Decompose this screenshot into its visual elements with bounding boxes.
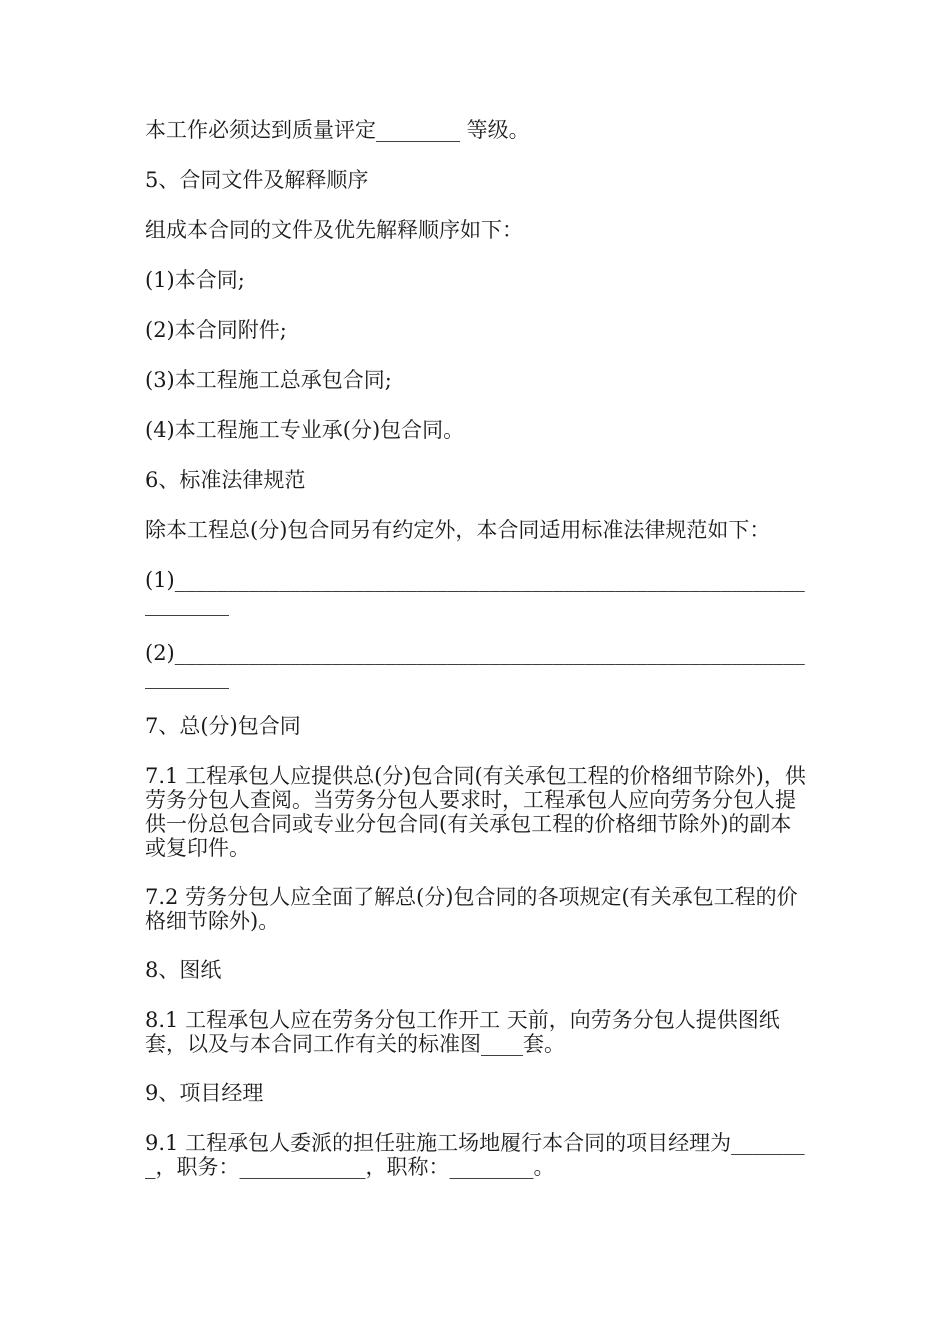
contract-documents-intro: 组成本合同的文件及优先解释顺序如下： (145, 218, 523, 242)
standard-item-1: (1)____________________________________________________________________ (145, 568, 805, 616)
document-page (145, 118, 810, 1204)
document-item-2: (2)本合同附件; (145, 318, 287, 342)
clause-7-2: 7.2 劳务分包人应全面了解总(分)包合同的各项规定(有关承包工程的价格细节除外)。 (145, 885, 798, 933)
section-heading-9: 9、项目经理 (145, 1081, 264, 1105)
section-heading-6: 6、标准法律规范 (145, 468, 306, 492)
standard-item-2: (2)____________________________________________________________________ (145, 641, 805, 689)
quality-grade-clause: 本工作必须达到质量评定________ 等级。 (145, 118, 530, 142)
document-item-3: (3)本工程施工总承包合同; (145, 368, 392, 392)
clause-9-1: 9.1 工程承包人委派的担任驻施工场地履行本合同的项目经理为________，职务：____________，职称：________。 (145, 1131, 805, 1179)
document-item-1: (1)本合同; (145, 268, 245, 292)
document-item-4: (4)本工程施工专业承(分)包合同。 (145, 418, 465, 442)
section-heading-8: 8、图纸 (145, 958, 222, 982)
clause-7-1: 7.1 工程承包人应提供总(分)包合同(有关承包工程的价格细节除外)，供劳务分包人查阅。当劳务分包人要求时，工程承包人应向劳务分包人提供一份总包合同或专业分包合同(有关承包工程的价格细节除外)的副本或复印件。 (145, 764, 806, 860)
clause-8-1: 8.1 工程承包人应在劳务分包工作开工 天前，向劳务分包人提供图纸 套，以及与本合同工作有关的标准图____套。 (145, 1008, 787, 1056)
standards-intro: 除本工程总(分)包合同另有约定外，本合同适用标准法律规范如下： (145, 518, 771, 542)
section-heading-5: 5、合同文件及解释顺序 (145, 168, 369, 192)
section-heading-7: 7、总(分)包合同 (145, 714, 301, 738)
